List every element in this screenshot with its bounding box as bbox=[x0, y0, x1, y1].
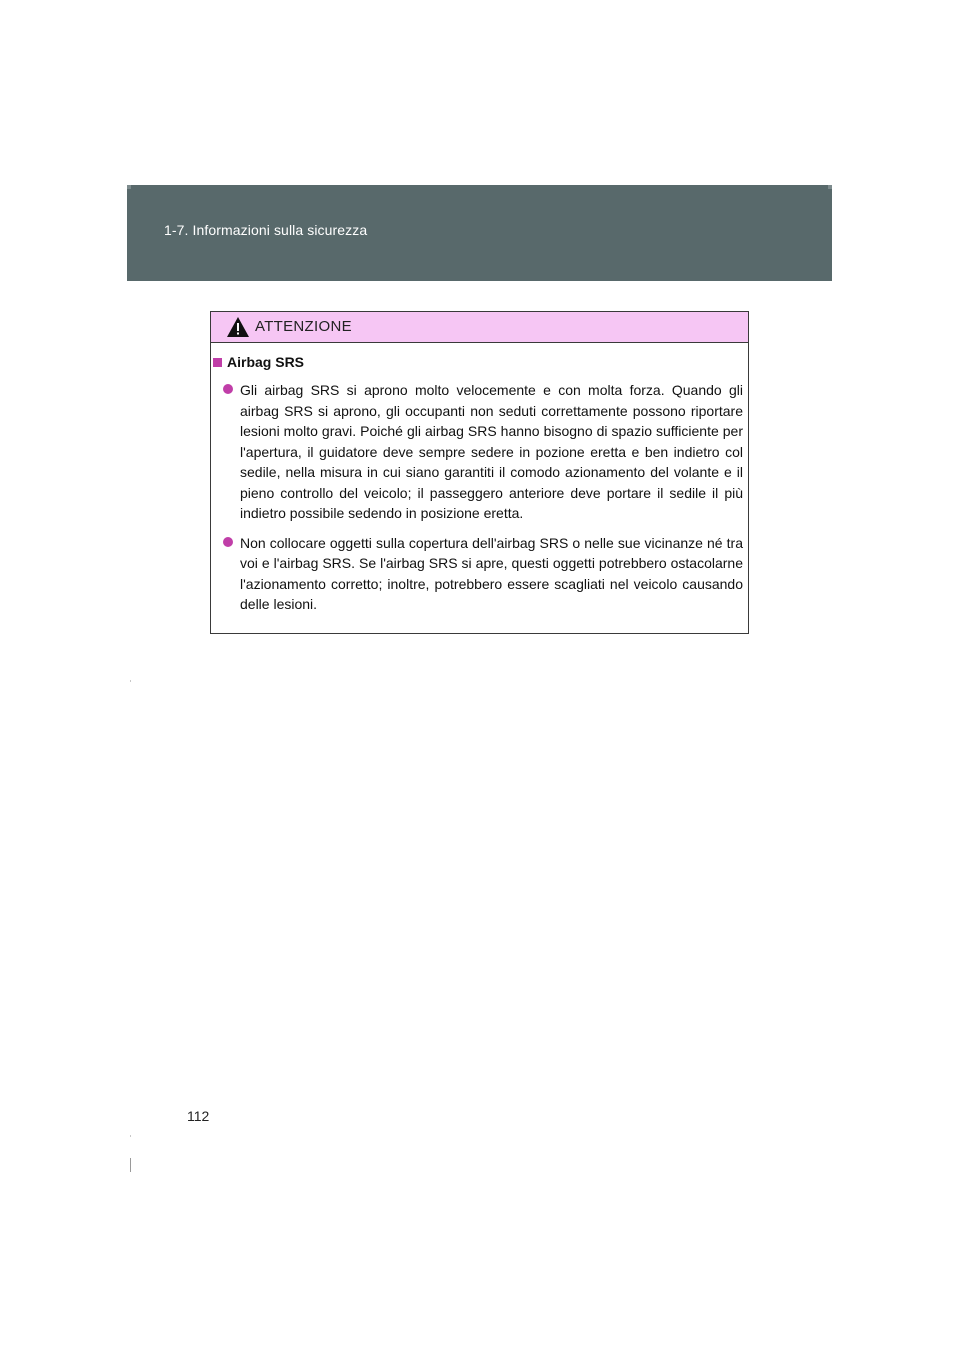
warning-triangle-icon bbox=[226, 316, 250, 338]
section-heading-text: Airbag SRS bbox=[227, 354, 305, 370]
warning-box bbox=[210, 311, 749, 634]
airbag-section-heading bbox=[213, 354, 304, 370]
warning-title: ATTENZIONE bbox=[255, 318, 352, 335]
list-item bbox=[223, 380, 743, 524]
margin-tick bbox=[130, 680, 131, 682]
header-corner-right bbox=[828, 185, 832, 189]
list-item bbox=[223, 533, 743, 615]
warning-header bbox=[211, 312, 748, 343]
dot-bullet-icon bbox=[223, 537, 233, 547]
list-item-text: Gli airbag SRS si aprono molto velocemente e con molta forza. Quando gli airbag SRS si aprono, gli occupanti non seduti correttamente possono riportare lesioni molto gravi. Poiché gli airbag SRS hanno bisogno di spazio sufficiente per l'apertura, il guidatore deve sempre sedere in pozione eretta e ben indietro col sedile, nella misura in cui siano garantiti il comodo azionamento del volante e il pieno controllo del veicolo; il passeggero anteriore deve portare il sedile il più indietro possibile sedendo in posizione eretta. bbox=[240, 382, 743, 521]
section-header-band bbox=[127, 185, 832, 281]
square-bullet-icon bbox=[213, 358, 222, 367]
page-number: 112 bbox=[187, 1108, 210, 1124]
margin-tick bbox=[130, 1135, 131, 1137]
list-item-text: Non collocare oggetti sulla copertura dell'airbag SRS o nelle sue vicinanze né tra voi e l'airbag SRS. Se l'airbag SRS si apre, questi oggetti potrebbero ostacolarne l'azionamento corretto; inoltre, potrebbero essere scagliati nel veicolo causando delle lesioni. bbox=[240, 534, 743, 612]
header-corner-left bbox=[127, 185, 131, 189]
warning-items-list bbox=[223, 380, 743, 624]
dot-bullet-icon bbox=[223, 384, 233, 394]
section-title: 1-7. Informazioni sulla sicurezza bbox=[164, 222, 368, 238]
margin-mark bbox=[130, 1158, 131, 1172]
